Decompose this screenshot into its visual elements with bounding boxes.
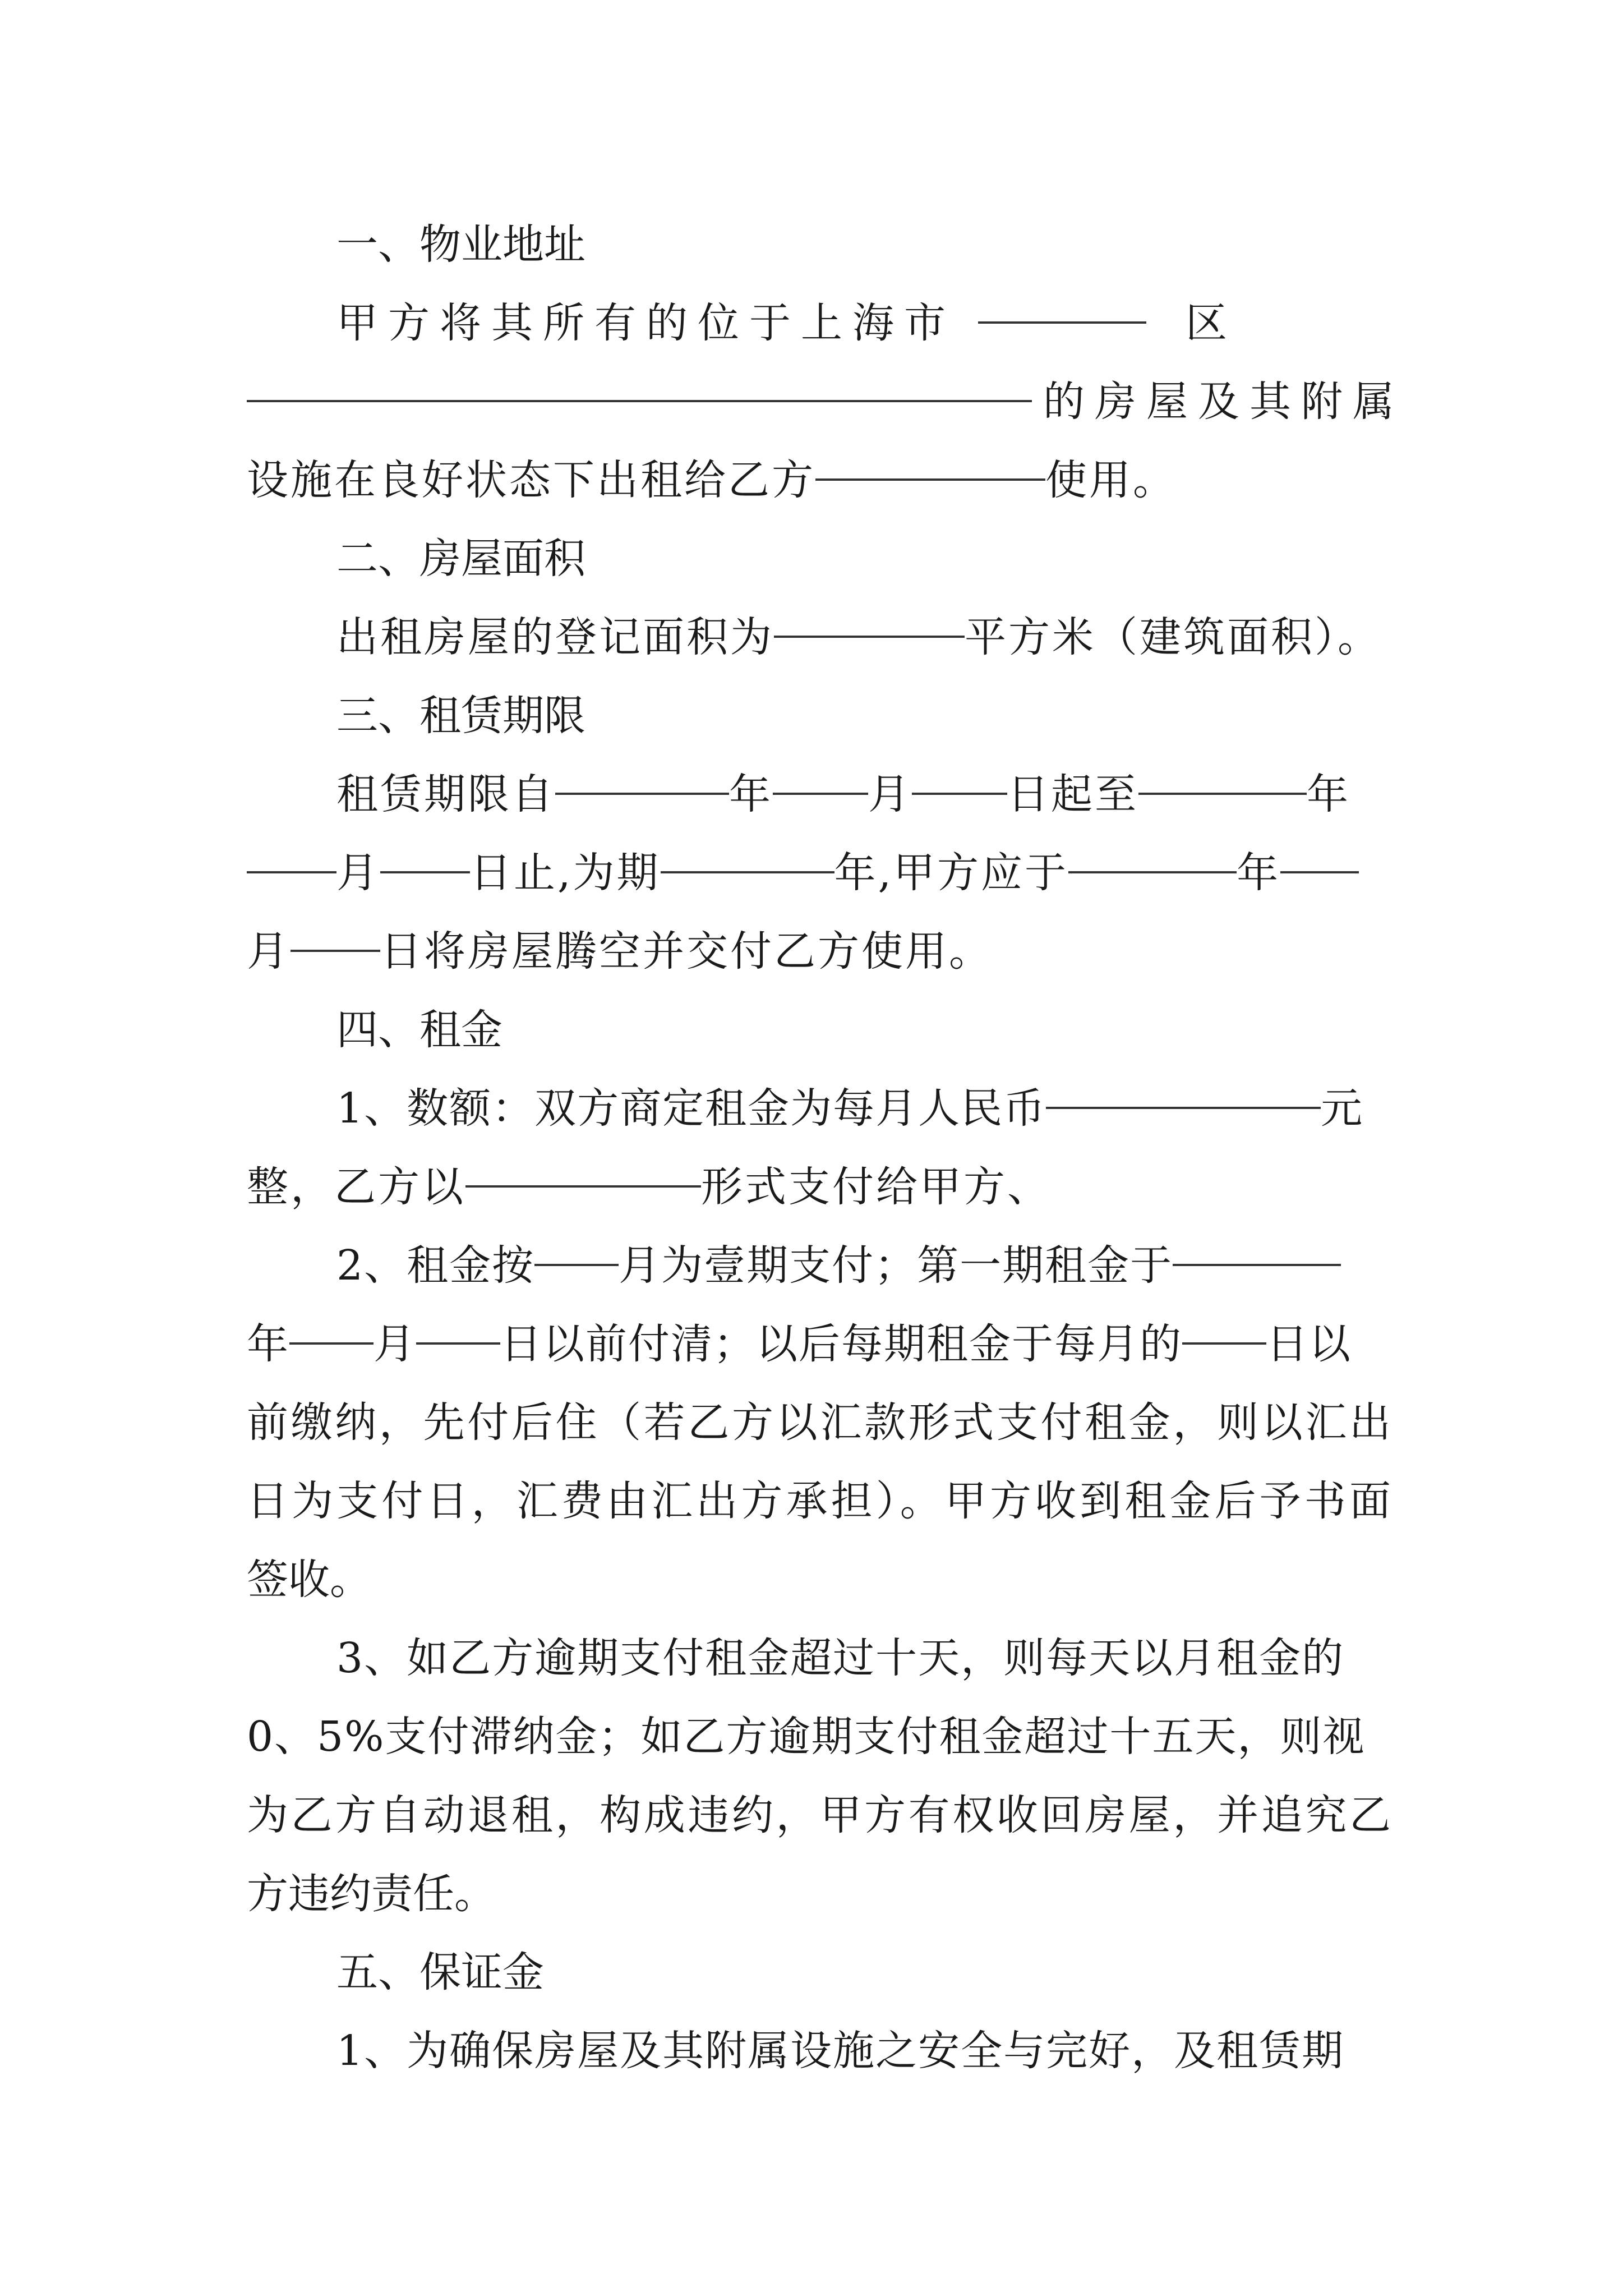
heading-text: 一、物业地址 <box>336 220 585 269</box>
section-1-heading <box>336 205 1391 284</box>
paragraph-line <box>336 284 1391 362</box>
fill-blank[interactable] <box>1046 1107 1321 1109</box>
text-segment: 租赁期限自 <box>336 770 555 818</box>
fill-blank[interactable] <box>555 793 729 795</box>
text-segment: 出租房屋的登记面积为 <box>336 613 774 661</box>
heading-text: 三、租赁期限 <box>336 692 585 740</box>
text-segment: 年 <box>247 1320 289 1368</box>
heading-text: 二、房屋面积 <box>336 535 585 583</box>
text-segment: 区 <box>1186 299 1237 347</box>
text-segment: 日起至 <box>1007 770 1138 818</box>
paragraph-line <box>247 1776 1391 1855</box>
text-segment: 甲方将其所有的位于上海市 <box>336 299 956 347</box>
text-segment: 整，乙方以 <box>247 1163 465 1211</box>
paragraph-line <box>247 912 1391 991</box>
text-segment: 3、如乙方逾期支付租金超过十天，则每天以月租金的 <box>336 1634 1345 1682</box>
fill-blank[interactable] <box>465 1185 701 1188</box>
paragraph-line <box>336 1069 1391 1148</box>
paragraph-line <box>336 755 1391 834</box>
paragraph-line <box>336 1226 1391 1305</box>
heading-text: 五、保证金 <box>336 1948 544 1996</box>
text-segment: 为乙方自动退租，构成违约，甲方有权收回房屋，并追究乙 <box>247 1791 1391 1839</box>
section-3-heading <box>336 677 1391 755</box>
text-segment: 月为壹期支付；第一期租金于 <box>619 1241 1173 1290</box>
text-segment: 月 <box>868 770 912 818</box>
text-segment: 2、租金按 <box>336 1241 535 1290</box>
heading-text: 四、租金 <box>336 1006 502 1054</box>
text-segment: 月 <box>374 1320 416 1368</box>
fill-blank[interactable] <box>534 1264 619 1266</box>
fill-blank[interactable] <box>773 793 868 795</box>
text-segment: 日为支付日，汇费由汇出方承担）。甲方收到租金后予书面 <box>247 1477 1391 1525</box>
paragraph-line <box>336 1619 1391 1697</box>
paragraph-line <box>247 441 1391 519</box>
paragraph-line <box>247 1697 1391 1776</box>
text-segment: 1、数额：双方商定租金为每月人民币 <box>336 1084 1046 1133</box>
text-segment: 年 <box>1237 849 1281 897</box>
paragraph-line <box>247 1540 1391 1619</box>
section-4-heading <box>336 991 1391 1069</box>
paragraph-line <box>247 1148 1391 1226</box>
paragraph-line <box>247 1462 1391 1540</box>
fill-blank[interactable] <box>416 1342 500 1345</box>
fill-blank[interactable] <box>912 793 1007 795</box>
paragraph-line <box>247 362 1404 441</box>
fill-blank[interactable] <box>1138 793 1307 795</box>
paragraph-line <box>247 1855 1391 1933</box>
text-segment: 平方米（建筑面积）。 <box>965 613 1381 661</box>
fill-blank[interactable] <box>815 478 1045 481</box>
section-2-heading <box>336 519 1391 598</box>
section-5-heading <box>336 1933 1391 2012</box>
fill-blank[interactable] <box>247 400 1032 402</box>
text-segment: 使用。 <box>1045 456 1177 504</box>
text-segment: 前缴纳，先付后住（若乙方以汇款形式支付租金，则以汇出 <box>247 1398 1391 1447</box>
text-segment: 月 <box>247 927 291 976</box>
text-segment: 年 <box>729 770 773 818</box>
text-segment: 日将房屋腾空并交付乙方使用。 <box>380 927 993 976</box>
paragraph-line <box>247 834 1391 912</box>
text-segment: 日以前付清；以后每期租金于每月的 <box>500 1320 1182 1368</box>
fill-blank[interactable] <box>661 871 834 873</box>
text-segment: 月 <box>336 849 380 897</box>
fill-blank[interactable] <box>380 871 470 873</box>
text-segment: 0、5%支付滞纳金；如乙方逾期支付租金超过十五天，则视 <box>247 1713 1366 1761</box>
text-segment: 设施在良好状态下出租给乙方 <box>247 456 815 504</box>
fill-blank[interactable] <box>1280 871 1359 873</box>
text-segment: 的房屋及其附属 <box>1043 378 1404 426</box>
text-segment: 日以 <box>1266 1320 1352 1368</box>
paragraph-line <box>247 1305 1391 1383</box>
text-segment: 年 <box>1307 770 1350 818</box>
fill-blank[interactable] <box>774 636 965 638</box>
text-segment: 年,甲方应于 <box>834 849 1069 897</box>
fill-blank[interactable] <box>289 1342 374 1345</box>
text-segment: 签收。 <box>247 1556 371 1604</box>
text-segment: 形式支付给甲方、 <box>701 1163 1051 1211</box>
fill-blank[interactable] <box>247 871 336 873</box>
paragraph-line <box>336 2012 1391 2090</box>
fill-blank[interactable] <box>978 321 1146 324</box>
paragraph-line <box>336 598 1391 677</box>
fill-blank[interactable] <box>1182 1342 1266 1345</box>
fill-blank[interactable] <box>1173 1264 1341 1266</box>
text-segment: 日止,为期 <box>470 849 661 897</box>
fill-blank[interactable] <box>1068 871 1237 873</box>
text-segment: 元 <box>1321 1084 1364 1133</box>
fill-blank[interactable] <box>291 950 380 952</box>
text-segment: 1、为确保房屋及其附属设施之安全与完好，及租赁期 <box>336 2027 1345 2075</box>
paragraph-line <box>247 1383 1391 1462</box>
text-segment: 方违约责任。 <box>247 1870 496 1918</box>
